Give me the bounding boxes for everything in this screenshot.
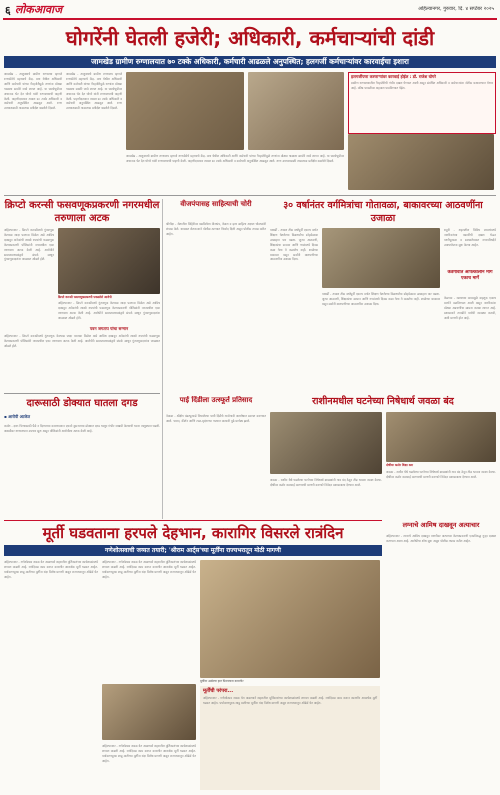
crypto-body-3: अहिल्यानगर - क्रिप्टो करन्सीमध्ये गुंतवणूक केल्यास जादा परतावा मिळेल असे आमिष दाखवून अनेकांची लाखो रुपयांची फसवणूक केल्याप्रकरणी पोलिसांनी नगरमधील एका तरुणाला अटक केली आहे. आरोपीने समाजमाध्यमांद्वारे संपर्क साधून गुंतवणूकदारांना जाळ्यात ओढले होते.	[4, 334, 160, 348]
bottom-body-3: अहिल्यानगर - गणेशोत्सव जवळ येत असल्याने शहरातील मूर्तिकारांच्या कार्यशाळांमध्ये लगबग वाढली आहे. रात्रंदिवस काम करून कारागीर आकर्षक मूर्ती घडवत आहेत. पर्यावरणपूरक शाडू मातीच्या मूर्तींना यंदा विशेष मागणी असून राज्यभरातून ऑर्डर्स येत आहेत.	[102, 744, 196, 763]
crypto-body-2: अहिल्यानगर - क्रिप्टो करन्सीमध्ये गुंतवणूक केल्यास जादा परतावा मिळेल असे आमिष दाखवून अनेकांची लाखो रुपयांची फसवणूक केल्याप्रकरणी पोलिसांनी नगरमधील एका तरुणाला अटक केली आहे. आरोपीने समाजमाध्यमांद्वारे संपर्क साधून गुंतवणूकदारांना जाळ्यात ओढले होते.	[58, 301, 160, 320]
bottom-divider	[4, 520, 382, 521]
idol-photo-caption: मूर्तींवर अखेरचा हात फिरवताना कारागीर	[200, 679, 244, 683]
idol-photo	[200, 560, 380, 678]
kedgaon-headline: केडगावात आपत्कालीन मार्ग एकाच मार्गे	[447, 270, 493, 281]
crypto-photo-caption: क्रिप्टो करन्सी फसवणूकप्रकरणी पकडलेले आरोपी	[58, 295, 112, 299]
crime-body: अहिल्यानगर - लग्नाचे आमिष दाखवून तरुणीवर अत्याचार केल्याप्रकरणी एकाविरुद्ध गुन्हा दाखल करण्यात आला आहे. आरोपीचा शोध सुरू असून पोलीस तपास करीत आहेत.	[386, 534, 496, 543]
crypto-subheading: पवन जगताप यांचा सन्मान	[89, 326, 129, 331]
left-divider	[4, 393, 160, 394]
lead-photo-3	[348, 134, 494, 190]
reunion-photo	[322, 228, 440, 288]
column-rule	[162, 199, 163, 519]
reunion-body-2: पाथर्डी - तब्बल तीस वर्षांपूर्वी एकाच वर्गात शिक्षण घेतलेल्या विद्यार्थ्यांचा स्नेहमेळावा उत्साहात पार पडला. जुन्या आठवणी, शिक्षकांचा सन्मान आणि गप्पांमध्ये दिवस कसा गेला ते कळलेच नाही. शाळेच्या बाकावर बसून सर्वांनी बालपणीच्या आठवणींना उजाळा दिला.	[322, 292, 440, 306]
pull-quote-box	[348, 72, 496, 134]
bottom-body-1: अहिल्यानगर - गणेशोत्सव जवळ येत असल्याने शहरातील मूर्तिकारांच्या कार्यशाळांमध्ये लगबग वाढली आहे. रात्रंदिवस काम करून कारागीर आकर्षक मूर्ती घडवत आहेत. पर्यावरणपूरक शाडू मातीच्या मूर्तींना यंदा विशेष मागणी असून राज्यभरातून ऑर्डर्स येत आहेत.	[4, 560, 98, 579]
lead-body-col-2: जामखेड - तालुक्याचे ग्रामीण रुग्णालय म्हणजे रुग्णसेवेचे महत्त्वाचे केंद्र. मात्र येथील अधिकारी आणि कर्मचारी यांच्या गैरहजेरीमुळे रुग्णांना मोठ्या त्रासाला सामोरे जावे लागत आहे. या पार्श्वभूमीवर अचानक भेट देत घोगरे यांनी रुग्णालयाची पाहणी केली. पाहणीदरम्यान तब्बल ७० टक्के अधिकारी व कर्मचारी अनुपस्थित आढळून आले. रुग्ण उपचारासाठी तासन्तास प्रतीक्षेत बसलेले दिसले.	[66, 72, 122, 111]
kedgaon-body: केडगाव - रस्त्याच्या कामामुळे वाहतूक एकाच मार्गाने वळविण्यात आली असून नागरिकांना मोठ्या अडचणींचा सामना करावा लागत आहे. प्रशासनाने तातडीने पर्यायी व्यवस्था करावी, अशी मागणी होत आहे.	[444, 296, 496, 320]
protest-body: जवळा - राशीन येथे घडलेल्या घटनेच्या निषेधार्थ ग्रामस्थांनी गाव बंद ठेवून तीव्र भावना व्यक्त केल्या. दोषींवर कठोर कारवाई करण्याची मागणी करणारे निवेदन प्रशासनाला देण्यात आले.	[386, 470, 496, 479]
stone-body: कर्जत - दारू पिण्यासाठी पैसे न दिल्याच्या कारणावरून एकाने दुसऱ्याच्या डोक्यात दगड घालून गंभीर जखमी केल्याची घटना तालुक्यात घडली. जखमीवर रुग्णालयात उपचार सुरू असून पोलिसांनी आरोपीला अटक केली आहे.	[4, 424, 160, 433]
protest-photo-caption: दोषींवर कठोर शिक्षा करा	[386, 463, 414, 467]
lead-photo-2	[248, 72, 344, 150]
reunion-headline: ३० वर्षानंतर वर्गमित्रांचा गोतावळा, बाकावरच्या आठवणींना उजाळा	[283, 200, 483, 224]
bandh-headline: राशीनमधील घटनेच्या निषेधार्थ जवळा बंद	[312, 396, 454, 407]
bottom-headline: मूर्ती घडवताना हरपले देहभान, कारागिर विसरले रात्रंदिन	[42, 524, 344, 542]
stone-bullet-text: आरोपी अटकेत	[8, 414, 30, 419]
lead-subheadline: जामखेड ग्रामीण रुग्णालयात ७० टक्के अधिकारी, कर्मचारी आढळले अनुपस्थित; हलगर्जी कर्मचाऱ्यांवर कारवाईचा इशारा	[4, 56, 496, 68]
newspaper-logo: लोकआवाज	[15, 3, 63, 16]
bandh-photo	[270, 412, 382, 474]
stone-bullet: ▪ आरोपी अटकेत	[4, 414, 30, 419]
pull-quote-title: हलगर्जीपणा करणाऱ्यांवर कारवाई होईल : डॉ. राजेश घोगरे	[351, 74, 436, 79]
inset-box	[200, 686, 380, 790]
dindi-body: नेवासा - श्रीक्षेत्र पंढरपूरकडे निघालेल्या पायी दिंडीचे गावोगावी जल्लोषात स्वागत करण्यात आले. भजन, कीर्तन आणि टाळ-मृदंगाच्या गजरात वारकरी पुढे मार्गस्थ झाले.	[166, 414, 266, 423]
dindi-headline: पाई दिंडीला उत्स्फूर्त प्रतिसाद	[179, 396, 253, 404]
pull-quote-body: ग्रामीण रुग्णालयातील गैरहजेरीची गंभीर दखल घेण्यात आली असून संबंधित अधिकारी व कर्मचाऱ्यांना नोटीस बजावण्यात येणार आहे. वरिष्ठ पातळीवर अहवाल पाठविण्यात येईल.	[351, 81, 493, 90]
pump-headline: वीजपंपासह साहित्याची चोरी	[180, 200, 252, 208]
page-number: ६	[5, 4, 11, 17]
crypto-headline: क्रिप्टो करन्सी फसवणूकप्रकरणी नगरमधील तरुणाला अटक	[4, 200, 160, 224]
reunion-body: पाथर्डी - तब्बल तीस वर्षांपूर्वी एकाच वर्गात शिक्षण घेतलेल्या विद्यार्थ्यांचा स्नेहमेळावा उत्साहात पार पडला. जुन्या आठवणी, शिक्षकांचा सन्मान आणि गप्पांमध्ये दिवस कसा गेला ते कळलेच नाही. शाळेच्या बाकावर बसून सर्वांनी बालपणीच्या आठवणींना उजाळा दिला.	[270, 228, 318, 262]
crypto-body: अहिल्यानगर - क्रिप्टो करन्सीमध्ये गुंतवणूक केल्यास जादा परतावा मिळेल असे आमिष दाखवून अनेकांची लाखो रुपयांची फसवणूक केल्याप्रकरणी पोलिसांनी नगरमधील एका तरुणाला अटक केली आहे. आरोपीने समाजमाध्यमांद्वारे संपर्क साधून गुंतवणूकदारांना जाळ्यात ओढले होते.	[4, 228, 54, 262]
lead-headline: घोगरेंनी घेतली हजेरी; अधिकारी, कर्मचाऱ्यांची दांडी	[65, 26, 435, 50]
pump-body: श्रीगोंदा - शेतातील विहिरीवर बसविलेला वीजपंप, केबल व इतर साहित्य अज्ञात चोरट्यांनी लंपास केले. याबाबत शेतकऱ्याने पोलीस ठाण्यात फिर्याद दिली असून पोलीस तपास करीत आहेत.	[166, 222, 266, 236]
section-divider	[4, 195, 496, 196]
crime-headline: लग्नाचे आमिष दाखवून अत्याचार	[402, 521, 480, 529]
crypto-photo	[58, 228, 160, 294]
inset-body: अहिल्यानगर - गणेशोत्सव जवळ येत असल्याने शहरातील मूर्तिकारांच्या कार्यशाळांमध्ये लगबग वाढली आहे. रात्रंदिवस काम करून कारागीर आकर्षक मूर्ती घडवत आहेत. पर्यावरणपूरक शाडू मातीच्या मूर्तींना यंदा विशेष मागणी असून राज्यभरातून ऑर्डर्स येत आहेत.	[203, 696, 377, 705]
bottom-subheadline: गणेशोत्सवाची जय्यत तयारी; 'श्रीराम आर्ट्स'च्या मूर्तींना राज्यभरातून मोठी मागणी	[4, 545, 382, 556]
protest-photo	[386, 412, 496, 462]
lead-body-col-3: जामखेड - तालुक्याचे ग्रामीण रुग्णालय म्हणजे रुग्णसेवेचे महत्त्वाचे केंद्र. मात्र येथील अधिकारी आणि कर्मचारी यांच्या गैरहजेरीमुळे रुग्णांना मोठ्या त्रासाला सामोरे जावे लागत आहे. या पार्श्वभूमीवर अचानक भेट देत घोगरे यांनी रुग्णालयाची पाहणी केली. पाहणीदरम्यान तब्बल ७० टक्के अधिकारी व कर्मचारी अनुपस्थित आढळून आले. रुग्ण उपचारासाठी तासन्तास प्रतीक्षेत बसलेले दिसले.	[126, 154, 344, 163]
lead-photo-1	[126, 72, 244, 150]
idol-photo-2	[102, 684, 196, 740]
right-top-body: राहुरी - शहरातील विविध प्रभागांमध्ये नागरिकांच्या तक्रारींची दखल घेऊन पाणीपुरवठा व स्वच्छतेबाबत नगरपरिषदेने उपाययोजना सुरू केल्या आहेत.	[444, 228, 496, 247]
dateline: अहिल्यानगर, गुरुवार, दि. ४ सप्टेंबर २०२५	[418, 6, 494, 12]
lead-body-col-1: जामखेड - तालुक्याचे ग्रामीण रुग्णालय म्हणजे रुग्णसेवेचे महत्त्वाचे केंद्र. मात्र येथील अधिकारी आणि कर्मचारी यांच्या गैरहजेरीमुळे रुग्णांना मोठ्या त्रासाला सामोरे जावे लागत आहे. या पार्श्वभूमीवर अचानक भेट देत घोगरे यांनी रुग्णालयाची पाहणी केली. पाहणीदरम्यान तब्बल ७० टक्के अधिकारी व कर्मचारी अनुपस्थित आढळून आले. रुग्ण उपचारासाठी तासन्तास प्रतीक्षेत बसलेले दिसले.	[4, 72, 62, 111]
masthead-rule	[3, 18, 497, 20]
stone-headline: दारूसाठी डोक्यात घातला दगड	[26, 398, 138, 409]
bottom-body-2: अहिल्यानगर - गणेशोत्सव जवळ येत असल्याने शहरातील मूर्तिकारांच्या कार्यशाळांमध्ये लगबग वाढली आहे. रात्रंदिवस काम करून कारागीर आकर्षक मूर्ती घडवत आहेत. पर्यावरणपूरक शाडू मातीच्या मूर्तींना यंदा विशेष मागणी असून राज्यभरातून ऑर्डर्स येत आहेत.	[102, 560, 196, 579]
inset-title: मूर्तींची परंपरा...	[203, 688, 234, 694]
bandh-body: जवळा - राशीन येथे घडलेल्या घटनेच्या निषेधार्थ ग्रामस्थांनी गाव बंद ठेवून तीव्र भावना व्यक्त केल्या. दोषींवर कठोर कारवाई करण्याची मागणी करणारे निवेदन प्रशासनाला देण्यात आले.	[270, 478, 382, 487]
